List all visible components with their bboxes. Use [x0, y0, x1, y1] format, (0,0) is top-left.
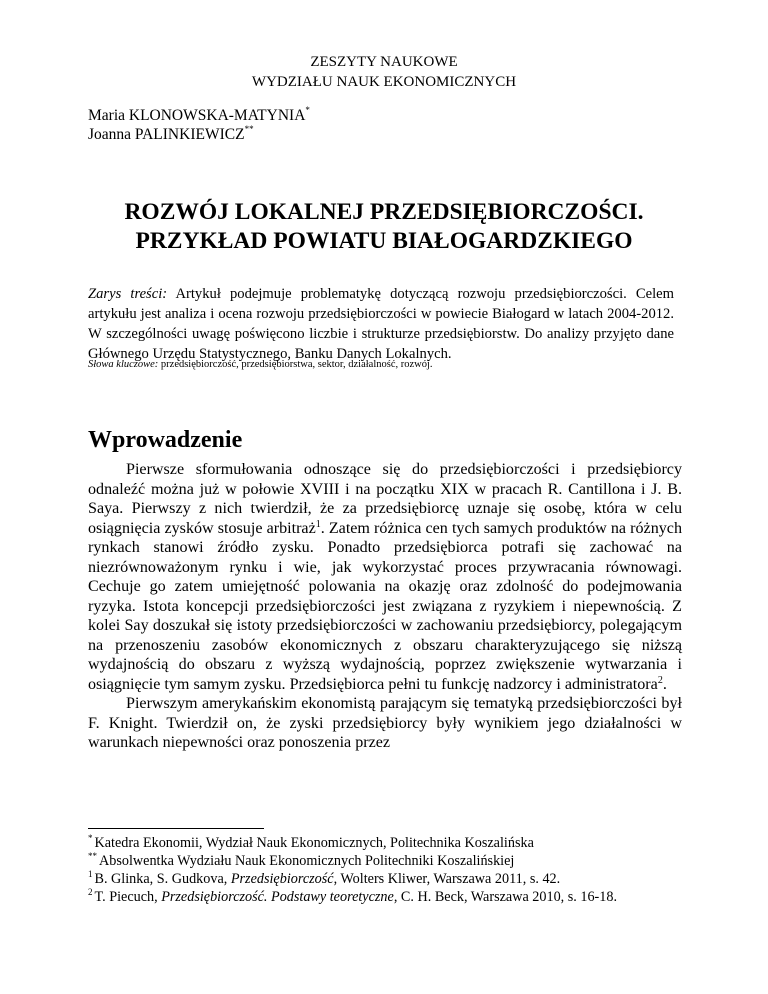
- journal-header: [0, 52, 768, 92]
- journal-faculty: WYDZIAŁU NAUK EKONOMICZNYCH: [251, 74, 517, 90]
- section-body: [88, 460, 682, 753]
- footnote-ref: 1: [315, 518, 321, 530]
- footnote-title: Przedsiębiorczość: [230, 871, 334, 887]
- footnote-ref: 2: [657, 674, 663, 686]
- author-footnote-mark: **: [244, 124, 254, 134]
- paragraph-text: Pierwsze sformułowania odnoszące się do przedsiębiorczości i przedsiębiorcy odnaleźć można już w połowie XVIII i na początku XIX w pracach R. Cantillona i J. B. Saya. Pierwszy z nich twierdził, że za przedsiębiorcę uznaje się osobę, która w celu osiągnięcia zysków stosuje arbitraż: [88, 461, 682, 537]
- footnote-text: B. Glinka, S. Gudkova,: [94, 871, 231, 887]
- footnote: [88, 888, 682, 906]
- footnote-separator: [88, 828, 264, 829]
- footnote-text: Katedra Ekonomii, Wydział Nauk Ekonomicznych, Politechnika Koszalińska: [94, 835, 534, 851]
- author-name: Maria KLONOWSKA-MATYNIA: [88, 107, 306, 124]
- footnote-text: , Wolters Kliwer, Warszawa 2011, s. 42.: [333, 871, 561, 887]
- keywords-label: Słowa kluczowe:: [88, 359, 159, 370]
- journal-name: ZESZYTY NAUKOWE: [310, 54, 458, 70]
- title-line: ROZWÓJ LOKALNEJ PRZEDSIĘBIORCZOŚCI.: [124, 199, 644, 225]
- keywords-text: przedsiębiorczość, przedsiębiorstwa, sektor, działalność, rozwój.: [160, 359, 433, 370]
- footnote-mark: *: [88, 833, 93, 843]
- author-name: Joanna PALINKIEWICZ: [88, 126, 245, 143]
- keywords: [88, 358, 688, 372]
- footnote-mark: 1: [88, 869, 93, 879]
- footnote: [88, 870, 682, 888]
- paragraph-text: . Zatem różnica cen tych samych produktów na różnych rynkach stanowi źródło zysku. Ponadto przedsiębiorca potrafi się zachować na niezrównoważonym rynku i wie, jak wykorzystać proces przywracania równowagi. Cechuje go zatem umiejętność polowania na okazję oraz zdolność do podejmowania ryzyka. Istota koncepcji przedsiębiorczości jest związana z ryzykiem i niepewnością. Z kolei Say doszukał się istoty przedsiębiorczości w zachowaniu przedsiębiorcy, polegającym na przenoszeniu zasobów ekonomicznych z obszaru charakteryzującego się niższą wydajnością do obszaru z wyższą wydajnością, poprzez zwiększenie wytwarzania i osiągnięcie tym samym zysku. Przedsiębiorca pełni tu funkcję nadzorcy i administratora: [88, 519, 682, 693]
- abstract: [88, 284, 674, 364]
- abstract-label: Zarys treści:: [88, 286, 168, 302]
- footnote-text: Absolwentka Wydziału Nauk Ekonomicznych Politechniki Koszalińskiej: [99, 853, 515, 869]
- footnote-mark: **: [88, 851, 97, 861]
- title-line: PRZYKŁAD POWIATU BIAŁOGARDZKIEGO: [135, 228, 633, 254]
- footnote-text: , C. H. Beck, Warszawa 2010, s. 16-18.: [393, 889, 618, 905]
- abstract-text: Artykuł podejmuje problematykę dotyczącą rozwoju przedsiębiorczości. Celem artykułu jest analiza i ocena rozwoju przedsiębiorczości w powiecie Białogard w latach 2004-2012. W szczególności uwagę poświęcono liczbie i strukturze przedsiębiorstw. Do analizy przyjęto dane Głównego Urzędu Statystycznego, Banku Danych Lokalnych.: [88, 286, 675, 362]
- footnote-mark: 2: [88, 887, 93, 897]
- paper-title: [0, 198, 768, 256]
- section-heading: Wprowadzenie: [88, 427, 243, 453]
- footnote-title: Przedsiębiorczość. Podstawy teoretyczne: [161, 889, 394, 905]
- paragraph: [88, 460, 682, 694]
- author-footnote-mark: *: [305, 105, 310, 115]
- author: [88, 106, 310, 125]
- footnote: [88, 834, 682, 852]
- author-list: [88, 106, 310, 144]
- footnote: [88, 852, 682, 870]
- author: [88, 125, 310, 144]
- paragraph-text: .: [662, 675, 667, 693]
- paragraph: Pierwszym amerykańskim ekonomistą parającym się tematyką przedsiębiorczości był F. Knight. Twierdził on, że zyski przedsiębiorcy były wynikiem jego działalności w warunkach niepewności oraz ponoszenia przez: [88, 695, 682, 751]
- footnote-text: T. Piecuch,: [94, 889, 162, 905]
- footnotes: [88, 834, 682, 906]
